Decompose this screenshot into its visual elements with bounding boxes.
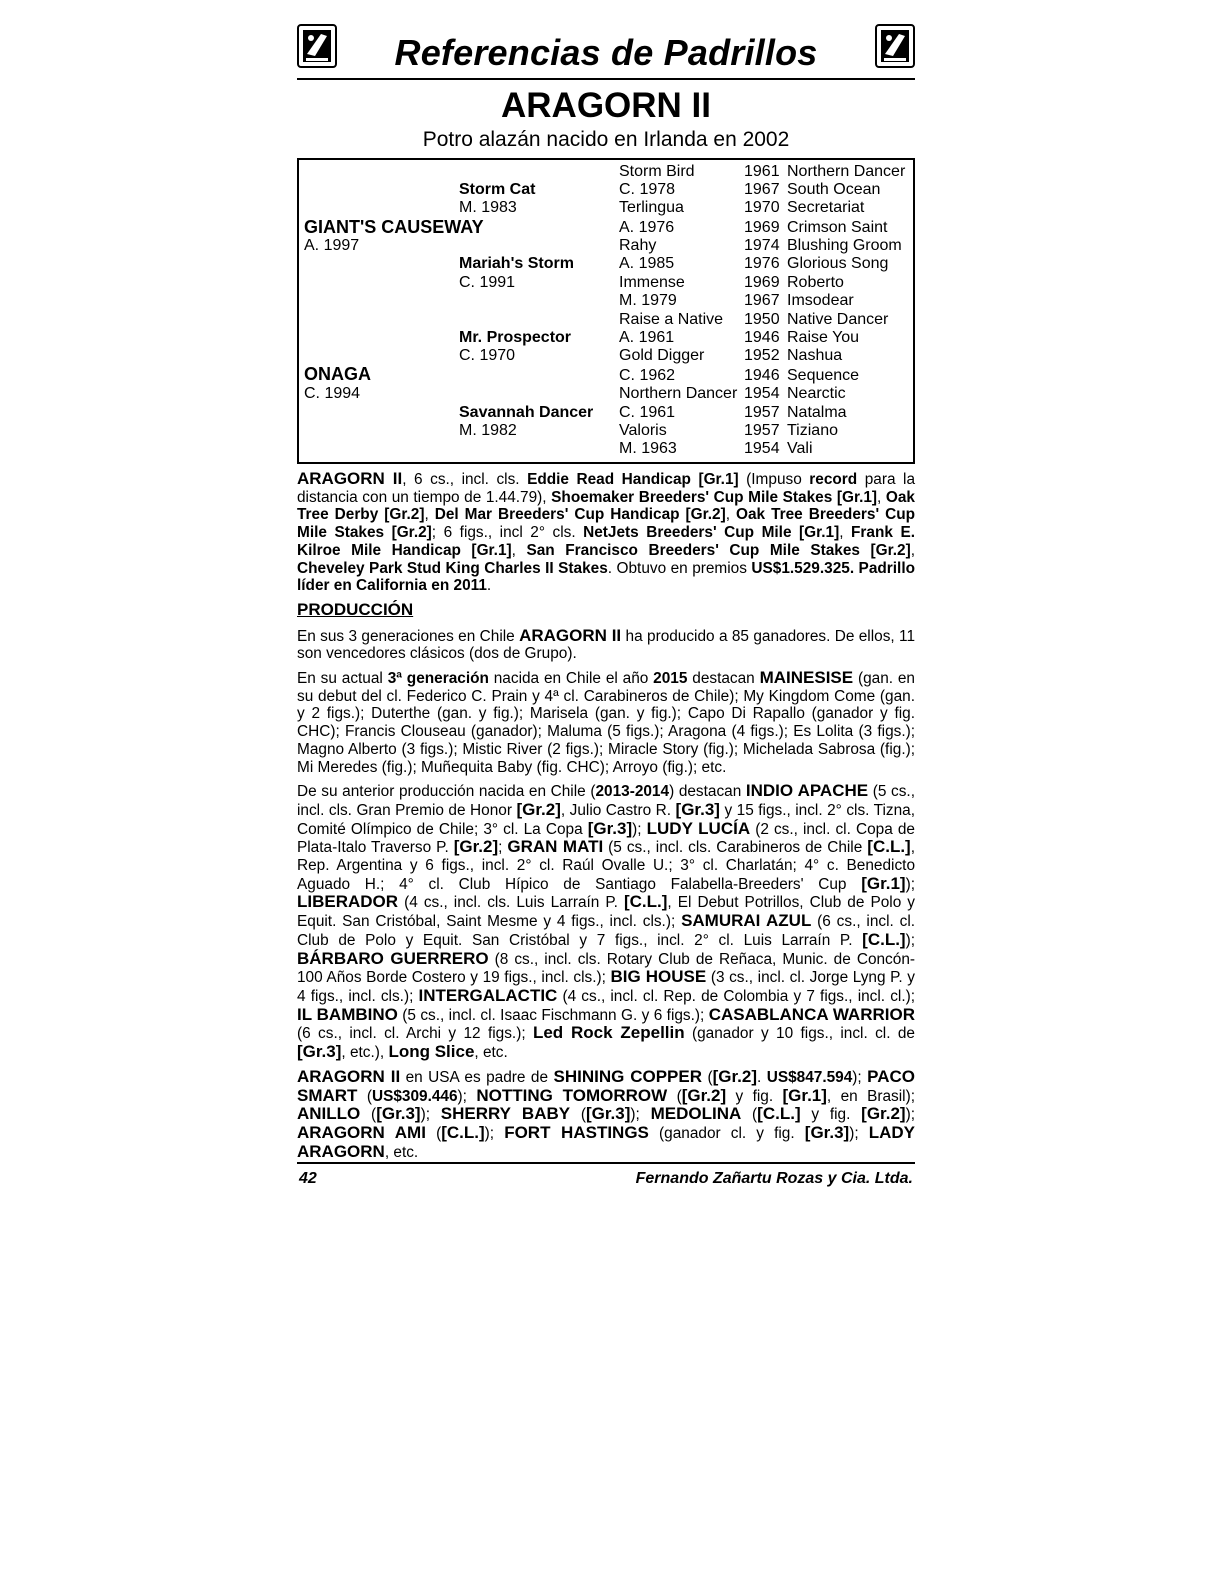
text-run: , Julio Castro R. xyxy=(560,801,676,819)
text-run: (6 cs., incl. cl. Club de Polo y Equit. San Cristóbal y 7 figs., incl. 2° cl. Luis Larraín P. xyxy=(297,913,916,949)
g4-year: 1952 xyxy=(744,347,780,364)
text-run: En sus 3 generaciones en Chile xyxy=(297,627,520,645)
g4-name: South Ocean xyxy=(787,181,881,198)
dam-dam-name: Savannah Dancer xyxy=(459,404,594,421)
text-run: , 6 cs., incl. cls. xyxy=(402,471,528,488)
text-run: . xyxy=(486,577,492,595)
horse-name-inline: ARAGORN AMI xyxy=(297,1122,426,1142)
sire-dam-name: Mariah's Storm xyxy=(459,255,574,272)
text-run: ( xyxy=(357,1087,372,1105)
text-run: ( xyxy=(667,1087,682,1105)
text-run: . Obtuvo en premios xyxy=(607,559,752,577)
g3-info: C. 1978 xyxy=(619,181,676,198)
text-run: ; xyxy=(498,839,508,857)
horse-name-inline: SHINING COPPER xyxy=(553,1066,703,1086)
g4-year: 1976 xyxy=(744,255,780,272)
pedigree-table xyxy=(297,158,915,464)
g4-year: 1969 xyxy=(744,274,780,291)
horse-name-inline: INTERGALACTIC xyxy=(418,985,558,1005)
g4-year: 1950 xyxy=(744,311,780,328)
race-name: Oak Tree Derby [Gr.2] xyxy=(297,488,915,524)
text-run: ( xyxy=(360,1106,377,1124)
grade-tag: [Gr.3] xyxy=(804,1122,850,1142)
race-name: Frank E. Kilroe Mile Handicap [Gr.1] xyxy=(297,524,915,559)
g3-name: Northern Dancer xyxy=(619,385,738,402)
text-run: ); xyxy=(849,1124,869,1142)
production-summary-paragraph xyxy=(297,627,915,663)
text-run: ); xyxy=(852,1068,868,1086)
g4-year: 1970 xyxy=(744,199,780,216)
horse-name-inline: MAINESISE xyxy=(759,668,854,688)
g4-year: 1961 xyxy=(744,163,780,180)
race-record-paragraph xyxy=(297,470,915,595)
text-run: (gan. en su debut del cl. Federico C. Prain y 4ª cl. Carabineros de Chile); My Kingdom Come (gan. y 2 figs.); Duterthe (gan. y fig.); Marisela (gan. y fig.); Capo Di Rapallo (ganador y fig. CHC); Francis Clouseau (ganador); Maluma (5 figs.); Aragona (4 figs.); Es Lolita (3 figs.); Magno Alberto (3 figs.); Mistic River (2 figs.); Miracle Story (fig.); Michelada Sabrosa (fig.); Mi Meredes (fig.); Muñequita Baby (fig. CHC); Arroyo (fig.); etc. xyxy=(297,670,915,776)
text-run: (5 cs., incl. cls. Carabineros de Chile xyxy=(603,839,868,857)
earnings: US$847.594 xyxy=(766,1068,853,1086)
g3-name: Rahy xyxy=(619,237,657,254)
text-run: (Impuso xyxy=(738,471,810,488)
g4-name: Sequence xyxy=(787,367,860,384)
grade-tag: [C.L.] xyxy=(623,892,668,912)
text-run: (4 cs., incl. cl. Rep. de Colombia y 7 figs., incl. cl.); xyxy=(557,987,915,1005)
grade-tag: [Gr.2] xyxy=(516,799,561,819)
horse-name-inline: LIBERADOR xyxy=(297,892,399,912)
g3-info: A. 1961 xyxy=(619,329,675,346)
text-run: ); xyxy=(905,875,915,893)
header-rule xyxy=(297,78,915,80)
text-run: (ganador y 10 figs., incl. cl. de xyxy=(684,1025,915,1043)
dam-sire-info: C. 1970 xyxy=(459,347,516,364)
document-page xyxy=(297,18,915,1167)
race-name: Shoemaker Breeders' Cup Mile Stakes [Gr.1] xyxy=(551,488,878,506)
dam-sire-name: Mr. Prospector xyxy=(459,329,572,346)
text-run: ) destacan xyxy=(669,783,746,801)
company-name: Fernando Zañartu Rozas y Cia. Ltda. xyxy=(635,1170,913,1187)
text-run: , etc. xyxy=(474,1044,508,1062)
text-run: . xyxy=(757,1068,767,1086)
text-run: (5 cs., incl. cls. Gran Premio de Honor xyxy=(297,783,915,819)
g4-year: 1946 xyxy=(744,329,780,346)
sire-dam-info: C. 1991 xyxy=(459,274,516,291)
text-run: ); xyxy=(420,1106,441,1124)
text-run: En su actual xyxy=(297,670,388,688)
g4-name: Blushing Groom xyxy=(787,237,902,254)
g3-info: C. 1962 xyxy=(619,367,676,384)
horse-name-inline: CASABLANCA WARRIOR xyxy=(708,1004,915,1024)
text-run: y fig. xyxy=(800,1106,862,1124)
g4-year: 1954 xyxy=(744,440,780,457)
text-run: , El Debut Potrillos, Club de Polo y Equit. San Cristóbal, Saint Mesme y 4 figs., incl. cls.); xyxy=(297,894,915,931)
g4-year: 1967 xyxy=(744,292,780,309)
grade-tag: [C.L.] xyxy=(867,837,911,857)
g4-name: Imsodear xyxy=(787,292,854,309)
grade-tag: [Gr.2] xyxy=(712,1066,757,1086)
g4-name: Nashua xyxy=(787,347,843,364)
g3-name: Valoris xyxy=(619,422,667,439)
text-run: ( xyxy=(425,1124,442,1142)
grade-tag: [C.L.] xyxy=(862,929,906,949)
previous-production-paragraph xyxy=(297,782,915,1062)
g4-name: Secretariat xyxy=(787,199,865,216)
text-run: ( xyxy=(702,1068,713,1086)
horse-name-inline: IL BAMBINO xyxy=(297,1004,398,1024)
horse-name-inline: Long Slice xyxy=(388,1042,475,1062)
text-run: nacida en Chile el año xyxy=(488,670,654,688)
grade-tag: [Gr.3] xyxy=(587,818,633,838)
document-body xyxy=(297,470,915,1161)
horse-name-inline: NOTTING TOMORROW xyxy=(476,1085,668,1105)
text-run: ); xyxy=(632,820,647,838)
sire-info: A. 1997 xyxy=(304,237,360,254)
g3-name: Terlingua xyxy=(619,199,684,216)
race-name: NetJets Breeders' Cup Mile [Gr.1] xyxy=(583,524,840,542)
text-run: De su anterior producción nacida en Chile ( xyxy=(297,783,596,801)
page-title: Referencias de Padrillos xyxy=(394,32,818,73)
earnings: US$1.529.325. Padrillo líder en California en 2011 xyxy=(297,559,915,595)
g4-year: 1954 xyxy=(744,385,780,402)
horse-name-inline: GRAN MATI xyxy=(507,837,604,857)
horse-description: Potro alazán nacido en Irlanda en 2002 xyxy=(422,128,790,151)
text-run: ( xyxy=(741,1106,758,1124)
text-run: ); xyxy=(630,1106,651,1124)
g4-name: Northern Dancer xyxy=(787,163,906,180)
horse-name-inline: ANILLO xyxy=(297,1104,361,1124)
page-footer xyxy=(297,1162,915,1187)
race-name: Oak Tree Breeders' Cup Mile Stakes [Gr.2] xyxy=(297,506,916,542)
g4-name: Tiziano xyxy=(787,422,838,439)
grade-tag: [Gr.3] xyxy=(675,799,720,819)
sire-sire-info: M. 1983 xyxy=(459,199,517,216)
text-run: , en Brasil); xyxy=(826,1087,915,1105)
g4-year: 1967 xyxy=(744,181,780,198)
horse-name-inline: PACO SMART xyxy=(297,1066,915,1105)
grade-tag: [Gr.2] xyxy=(681,1085,727,1105)
g4-name: Roberto xyxy=(787,274,844,291)
grade-tag: [C.L.] xyxy=(757,1104,801,1124)
text-run: 2015 xyxy=(653,670,688,688)
text-run: ( xyxy=(570,1106,586,1124)
text-run: en USA es padre de xyxy=(400,1068,554,1086)
horse-name-inline: MEDOLINA xyxy=(650,1104,742,1124)
g3-name: Immense xyxy=(619,274,685,291)
g4-year: 1969 xyxy=(744,219,780,236)
g3-info: C. 1961 xyxy=(619,404,676,421)
text-run: ; 6 figs., incl 2° cls. xyxy=(431,524,584,542)
text-run: , etc. xyxy=(384,1143,419,1161)
text-run: ); xyxy=(905,931,915,949)
text-run: y 15 figs., incl. 2° cls. Tizna, Comité Olímpico de Chile; 3° cl. La Copa xyxy=(297,801,915,838)
horse-name: ARAGORN II xyxy=(501,86,711,125)
text-run: (3 cs., incl. cl. Jorge Lyng P. y 4 figs., incl. cls.); xyxy=(297,969,915,1005)
dam-info: C. 1994 xyxy=(304,385,361,402)
g4-year: 1957 xyxy=(744,404,780,421)
dam-name: ONAGA xyxy=(304,364,371,384)
g4-name: Nearctic xyxy=(787,385,846,402)
grade-tag: [Gr.3] xyxy=(297,1042,342,1062)
dam-dam-info: M. 1982 xyxy=(459,422,517,439)
horse-name-inline: FORT HASTINGS xyxy=(504,1122,649,1142)
horse-name-inline: SAMURAI AZUL xyxy=(681,911,812,931)
text-run: (8 cs., incl. cls. Rotary Club de Reñaca, Munic. de Concón-100 Años Borde Costero y 19 figs., incl. cls.); xyxy=(297,950,915,987)
g4-name: Natalma xyxy=(787,404,847,421)
horse-name-inline: Led Rock Zepellin xyxy=(532,1023,685,1043)
usa-production-paragraph xyxy=(297,1068,915,1162)
horse-name-inline: LUDY LUCÍA xyxy=(646,818,751,838)
g4-year: 1946 xyxy=(744,367,780,384)
third-generation-paragraph xyxy=(297,669,915,776)
g3-info: A. 1985 xyxy=(619,255,675,272)
horse-name-inline: BIG HOUSE xyxy=(610,967,707,987)
sire-sire-name: Storm Cat xyxy=(459,181,536,198)
text-run: , xyxy=(511,541,527,559)
text-run: y fig. xyxy=(726,1087,783,1105)
text-run: , xyxy=(725,506,736,524)
text-run: (2 cs., incl. cl. Copa de Plata-Italo Traverso P. xyxy=(297,820,915,857)
g4-year: 1974 xyxy=(744,237,780,254)
text-run: , xyxy=(910,541,915,559)
earnings: US$309.446 xyxy=(371,1087,458,1105)
text-run: ); xyxy=(905,1106,915,1124)
text-run: (4 cs., incl. cls. Luis Larraín P. xyxy=(398,894,624,912)
horse-name-inline: SHERRY BABY xyxy=(440,1104,571,1124)
g4-name: Native Dancer xyxy=(787,311,889,328)
text-run: , xyxy=(424,506,435,524)
page-number: 42 xyxy=(299,1170,317,1187)
g4-name: Vali xyxy=(787,440,813,457)
g3-info: M. 1963 xyxy=(619,440,677,457)
grade-tag: [Gr.1] xyxy=(861,873,906,893)
g4-name: Crimson Saint xyxy=(787,219,888,236)
text-run: para la distancia con un tiempo de 1.44.79), xyxy=(297,471,916,506)
race-name: Cheveley Park Stud King Charles II Stakes xyxy=(297,559,608,577)
grade-tag: [Gr.3] xyxy=(586,1104,631,1124)
g4-name: Raise You xyxy=(787,329,860,346)
text-run: (5 cs., incl. cl. Isaac Fischmann G. y 6 figs.); xyxy=(397,1006,709,1024)
grade-tag: [Gr.3] xyxy=(376,1104,421,1124)
grade-tag: [C.L.] xyxy=(441,1122,485,1142)
text-run: (6 cs., incl. cl. Archi y 12 figs.); xyxy=(297,1025,533,1043)
text-run: 2013-2014 xyxy=(595,783,670,801)
sire-name: GIANT'S CAUSEWAY xyxy=(304,217,484,237)
grade-tag: [Gr.1] xyxy=(782,1085,827,1105)
page-header xyxy=(297,18,915,78)
text-run: destacan xyxy=(687,670,760,688)
section-heading: PRODUCCIÓN xyxy=(297,599,414,619)
text-run: ha producido a 85 ganadores. De ellos, 11 son vencedores clásicos (dos de Grupo). xyxy=(297,627,916,663)
g3-name: Gold Digger xyxy=(619,347,705,364)
text-run: , xyxy=(877,488,886,506)
g3-info: M. 1979 xyxy=(619,292,677,309)
g3-name: Raise a Native xyxy=(619,311,724,328)
text-run: ); xyxy=(457,1087,477,1105)
text-run: record xyxy=(809,471,858,488)
horse-name-inline: ARAGORN II xyxy=(297,469,403,488)
horse-name-inline: INDIO APACHE xyxy=(745,781,869,801)
horse-logo-icon xyxy=(875,24,915,68)
text-run: ); xyxy=(484,1124,505,1142)
race-name: San Francisco Breeders' Cup Mile Stakes [Gr.2] xyxy=(526,541,911,559)
text-run: (ganador cl. y fig. xyxy=(648,1124,805,1142)
horse-name-inline: LADY ARAGORN xyxy=(297,1122,916,1161)
text-run: , Rep. Argentina y 6 figs., incl. 2° cl. Raúl Ovalle U.; 3° cl. Charlatán; 4° c. Benedicto Aguado H.; 4° cl. Club Hípico de Santiago Falabella-Breeders' Cup xyxy=(297,839,915,893)
grade-tag: [Gr.2] xyxy=(453,837,499,857)
g4-name: Glorious Song xyxy=(787,255,889,272)
text-run: 3ª generación xyxy=(387,670,489,688)
g3-info: A. 1976 xyxy=(619,219,675,236)
g4-year: 1957 xyxy=(744,422,780,439)
text-run: , xyxy=(839,524,852,542)
horse-name-inline: ARAGORN II xyxy=(519,625,622,645)
grade-tag: [Gr.2] xyxy=(861,1104,906,1124)
text-run: , etc.), xyxy=(341,1044,389,1062)
race-name: Del Mar Breeders' Cup Handicap [Gr.2] xyxy=(434,506,726,524)
horse-name-inline: ARAGORN II xyxy=(297,1066,401,1086)
horse-name-inline: BÁRBARO GUERRERO xyxy=(297,948,489,968)
g3-name: Storm Bird xyxy=(619,163,695,180)
race-name: Eddie Read Handicap [Gr.1] xyxy=(527,471,739,488)
